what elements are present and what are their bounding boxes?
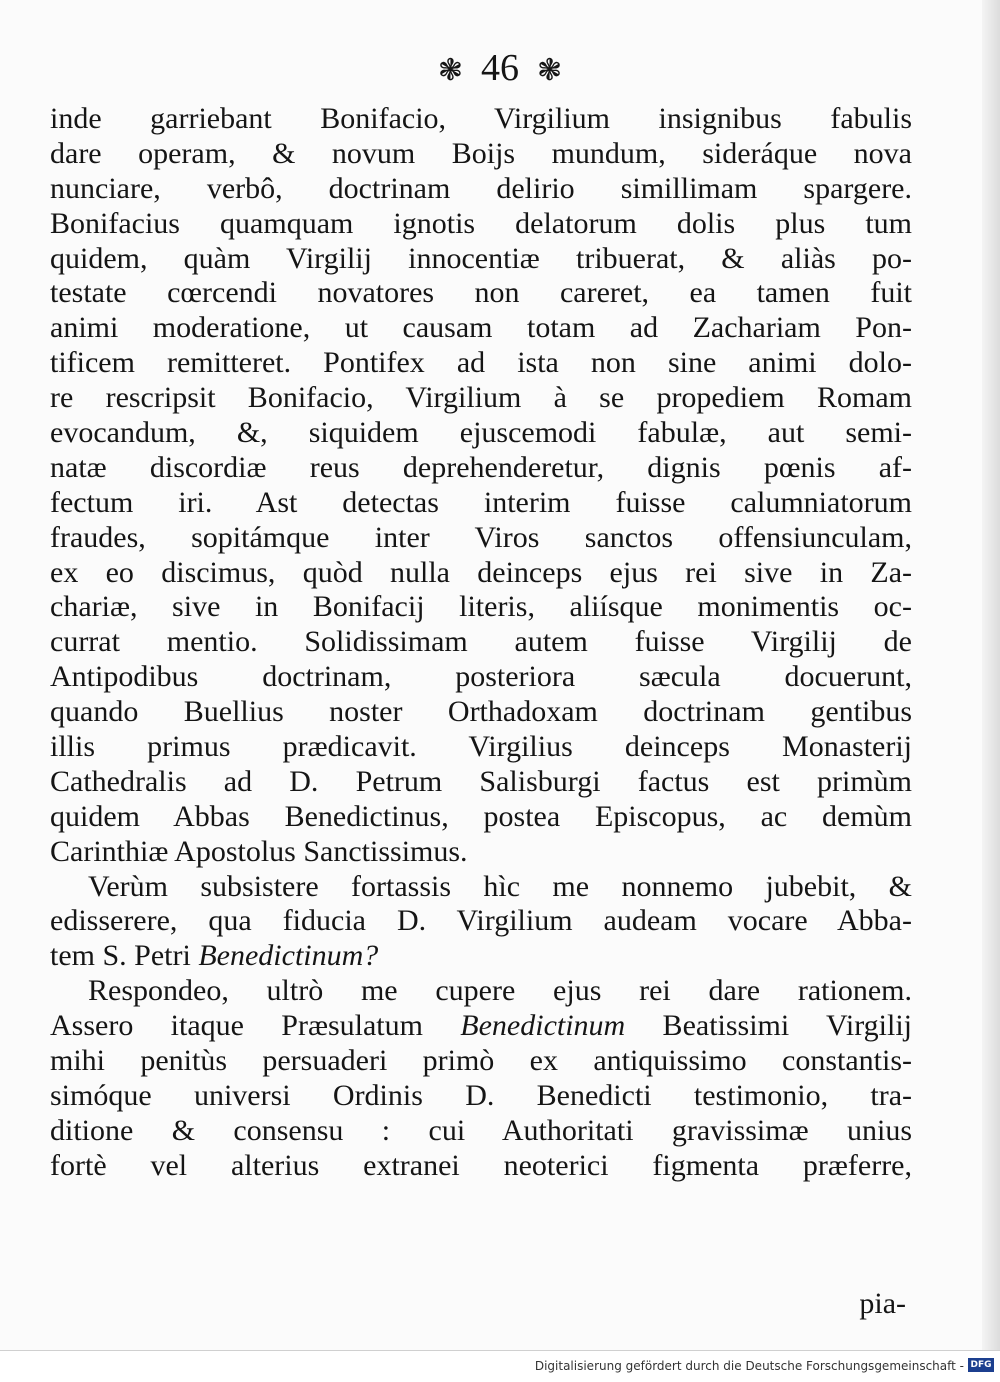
text-line: fortè vel alterius extranei neoterici figmenta præferre, (50, 1148, 912, 1182)
ornament-right-icon: ❃ (537, 54, 563, 87)
text-line: ditione & consensu : cui Authoritati gravissimæ unius (50, 1113, 912, 1147)
italic-word: Benedictinum? (198, 939, 379, 973)
text-line (50, 1009, 912, 1044)
text-line: quidem Abbas Benedictinus, postea Episcopus, ac demùm (50, 799, 912, 833)
text-line: dare operam, & novum Boijs mundum, sideráque nova (50, 136, 912, 170)
catchword: pia- (859, 1287, 906, 1320)
text-line: tificem remitteret. Pontifex ad ista non sine animi dolo- (50, 346, 912, 380)
italic-word: Benedictinum (460, 1009, 626, 1043)
text-line: fraudes, sopitámque inter Viros sanctos offensiunculam, (50, 520, 912, 554)
page-number: 46 (481, 47, 519, 89)
text-line-part: Beatissimi Virgilij (625, 1009, 912, 1043)
text-line: mihi penitùs persuaderi primò ex antiquissimo constantis- (50, 1044, 912, 1078)
text-line: simóque universi Ordinis D. Benedicti testimonio, tra- (50, 1078, 912, 1112)
page-header (0, 40, 1000, 99)
text-line: ex eo discimus, quòd nulla deinceps ejus rei sive in Za- (50, 555, 912, 589)
text-line: fectum iri. Ast detectas interim fuisse calumniatorum (50, 485, 912, 519)
footer-bar (0, 1350, 1000, 1382)
text-line-part: tem S. Petri (50, 939, 199, 973)
footer-credit: Digitalisierung gefördert durch die Deutsche Forschungsgemeinschaft - (534, 1359, 964, 1373)
text-line: currat mentio. Solidissimam autem fuisse Virgilij de (50, 625, 912, 659)
text-line: Respondeo, ultrò me cupere ejus rei dare rationem. (88, 974, 912, 1008)
text-line: quidem, quàm Virgilij innocentiæ tribuerat, & aliàs po- (50, 241, 912, 275)
text-line: Cathedralis ad D. Petrum Salisburgi factus est primùm (50, 764, 912, 798)
text-line: evocandum, &, siquidem ejuscemodi fabulæ, aut semi- (50, 416, 912, 450)
text-line (50, 939, 912, 974)
text-line: quando Buellius noster Orthadoxam doctrinam gentibus (50, 695, 912, 729)
text-line: illis primus prædicavit. Virgilius deinceps Monasterij (50, 730, 912, 764)
text-line: edisserere, qua fiducia D. Virgilium audeam vocare Abba- (50, 904, 912, 938)
page-edge-shadow (982, 0, 1000, 1350)
text-line: nunciare, verbô, doctrinam delirio simillimam spargere. (50, 171, 912, 205)
text-line: Bonifacius quamquam ignotis delatorum dolis plus tum (50, 206, 912, 240)
text-line: Carinthiæ Apostolus Sanctissimus. (50, 834, 468, 868)
text-line: natæ discordiæ reus deprehenderetur, dignis pœnis af- (50, 450, 912, 484)
text-line: testate cœrcendi novatores non careret, ea tamen fuit (50, 276, 912, 310)
text-line: inde garriebant Bonifacio, Virgilium insignibus fabulis (50, 102, 912, 135)
text-line: Verùm subsistere fortassis hìc me nonnemo jubebit, & (88, 869, 912, 903)
text-line: Antipodibus doctrinam, posteriora sæcula docuerunt, (50, 660, 912, 694)
text-line-part: Assero itaque Præsulatum (50, 1009, 461, 1043)
dfg-logo: DFG (968, 1358, 994, 1372)
text-line: chariæ, sive in Bonifacij literis, aliísque monimentis oc- (50, 590, 912, 624)
text-line: animi moderatione, ut causam totam ad Zachariam Pon- (50, 311, 912, 345)
ornament-left-icon: ❃ (437, 54, 463, 87)
body-text (50, 102, 912, 1184)
text-line: re rescripsit Bonifacio, Virgilium à se propediem Romam (50, 381, 912, 415)
